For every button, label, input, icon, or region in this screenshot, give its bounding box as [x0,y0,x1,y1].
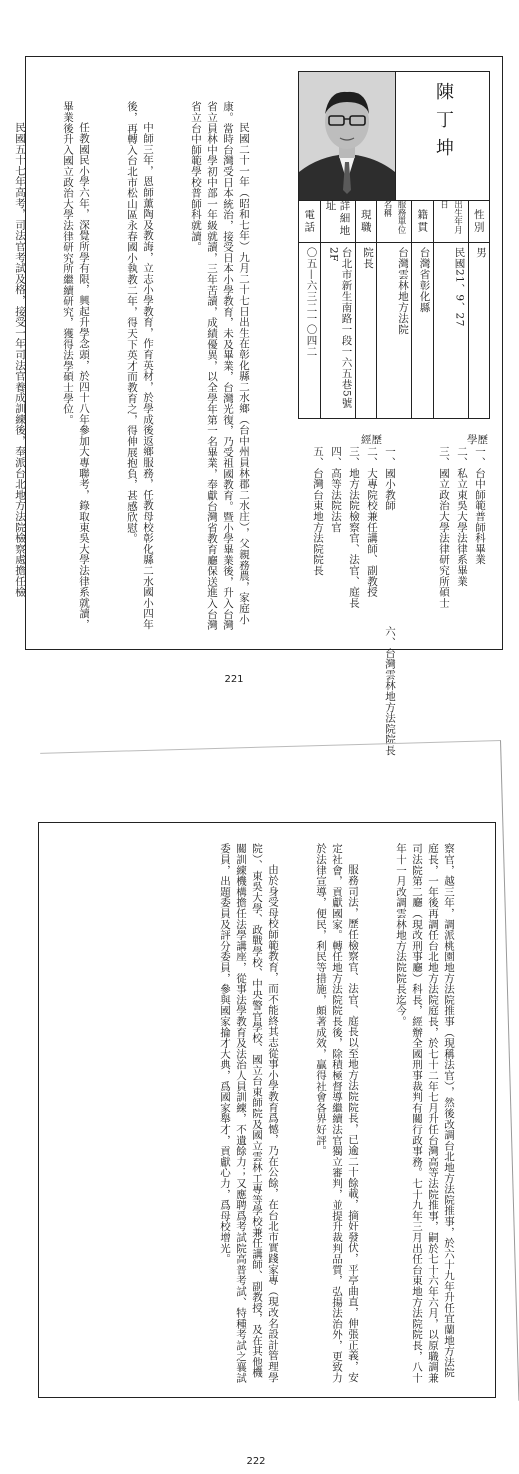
bio-paragraph: 任教國民小學六年，深覺所學有限，興起升學念頭，於四十八年參加大專聯考，錄取東吳大學法律系就讀，畢業後升入國立政治大學法律研究所繼續研究，獲得法學碩士學位。 [62,101,90,630]
field-label: 服務單位名稱 [377,200,411,243]
field-value: 台北市新生南路一段一六五巷5號2F [327,247,353,409]
bio-paragraph: 服務司法，歷任檢察官、法官、庭長以至地方法院院長，已逾二十餘載，摘奸發伏，平亭曲直，伸張正義，安定社會，貢獻國家。轉任地方法院院長後，除積極督導繼續法官獨立審判，並提升裁判品質，弘揚法治外，更致力於法律宣導，便民，利民等措施，頗著成效，贏得社會各界好評。 [315,843,359,1383]
experience-item: 二、大專院校兼任講師、副教授 [366,446,378,598]
profile-field [411,200,433,418]
name-column [395,72,490,201]
profile-field [468,200,490,418]
profile-field [320,200,355,418]
profile-table [299,200,489,418]
page-222-frame [38,822,496,1398]
profile-field [299,200,320,418]
profile-card [298,71,490,419]
profile-field [355,200,377,418]
field-label: 電話 [299,200,320,243]
experience-item: 四、高等法院法官 [330,446,342,533]
field-value: 〇五—六三二一〇四二 [305,247,318,357]
experience-item: 五、台灣台東地方法院院長 [312,446,324,576]
field-value: 台灣省彰化縣 [418,247,431,313]
biography-text-page-221 [14,101,284,631]
page-number: 222 [246,1456,266,1467]
experience-item: 一、國小教師 [384,446,396,511]
field-value: 民國21、9、27 [453,247,466,327]
bio-paragraph: 民國二十一年（昭和七年）九月二十七日出生在彰化縣二水鄉（台中州員林郡二水庄），父親務農，家庭小康。當時台灣受日本統治，接受日本小學教育，未及畢業，台灣光復，乃受祖國教育。暨小學畢業後，升入台灣省立員林中學初中部一年級就讀，三年苦讀，成績優異，以全學年第一名畢業，奉獻台灣省教育廳保送進入台灣省立台中師範學校普師科就讀。 [190,101,250,631]
field-value: 台灣雲林地方法院 [397,247,409,335]
profile-field [376,200,411,418]
education-experience-panel [298,432,490,756]
field-label: 籍貫 [412,200,433,243]
bio-paragraph: 中師三年，恩師薰陶及教誨，立志小學教育，作育英材，於學成後返鄉服務，任教母校彰化縣二水國小四年後，再轉入台北市松山區永春國小執教二年，得天下英才而教育之，得伸展抱負，甚感欣慰。 [126,101,154,630]
education-item: 二、私立東吳大學法律系畢業 [456,446,468,587]
field-value: 院長 [362,247,374,269]
bio-paragraph: 民國五十七年高考，司法官考試及格，接受一年司法官養成訓練後，奉派台北地方法院檢察處擔任檢 [14,122,26,598]
bio-paragraph: 由於身受母校師範教育，而不能終其志從事小學教育爲憾，乃在公餘，在台北市實踐家專（現改名設計管理學院）、東吳大學、政戰學校、中央警官學校、國立台東師院及國立雲林工專等學校兼任講師、副教授，及在其他機關訓練機構擔任法學講座，從事法學教育及法治人員訓練，不遺餘力；又應聘爲考試院高普考試、特種考試之襄試委員，出題委員及評分委員，參與國家掄才大典，爲國家舉才，貢獻心力，爲母校增光。 [219,843,279,1383]
education-header: 學歷 [467,434,488,446]
field-label: 性別 [469,200,490,243]
experience-item: 三、地方法院檢察官、法官、庭長 [348,446,360,608]
education-item: 一、台中師範普師科畢業 [474,446,486,565]
page-number: 221 [224,674,244,685]
field-label: 出生年月日 [434,200,468,243]
experience-header: 經歷 [361,434,382,446]
education-item: 三、國立政治大學法律研究所碩士 [438,446,450,608]
experience-item: 六、台灣雲林地方法院院長 [384,626,396,756]
profile-field [433,200,468,418]
field-value: 男 [475,247,487,258]
person-name: 陳丁坤 [433,82,454,166]
education-list [398,446,488,626]
biography-text-page-222 [169,843,489,1383]
experience-list [298,446,398,756]
field-label: 現職 [356,200,377,243]
bio-paragraph: 察官，越三年，調派桃園地方法院推事（現稱法官），然後改調台北地方法院推事，於六十九年升任宜蘭地方法院庭長，一年後再調任台北地方法院庭長，於七十二年七月升任台灣高等法院推事，嗣於七十六年六月，以原職調兼司法院第二廳（現改刑事廳）科長，經辦全國刑事裁判有關行政事務。七十九年三月出任台東地方法院院長，八十年十一月改調雲林地方法院院長迄今。 [395,843,455,1383]
field-label: 詳細地址 [321,200,355,243]
portrait-photo [299,72,396,201]
portrait-image [299,72,395,200]
